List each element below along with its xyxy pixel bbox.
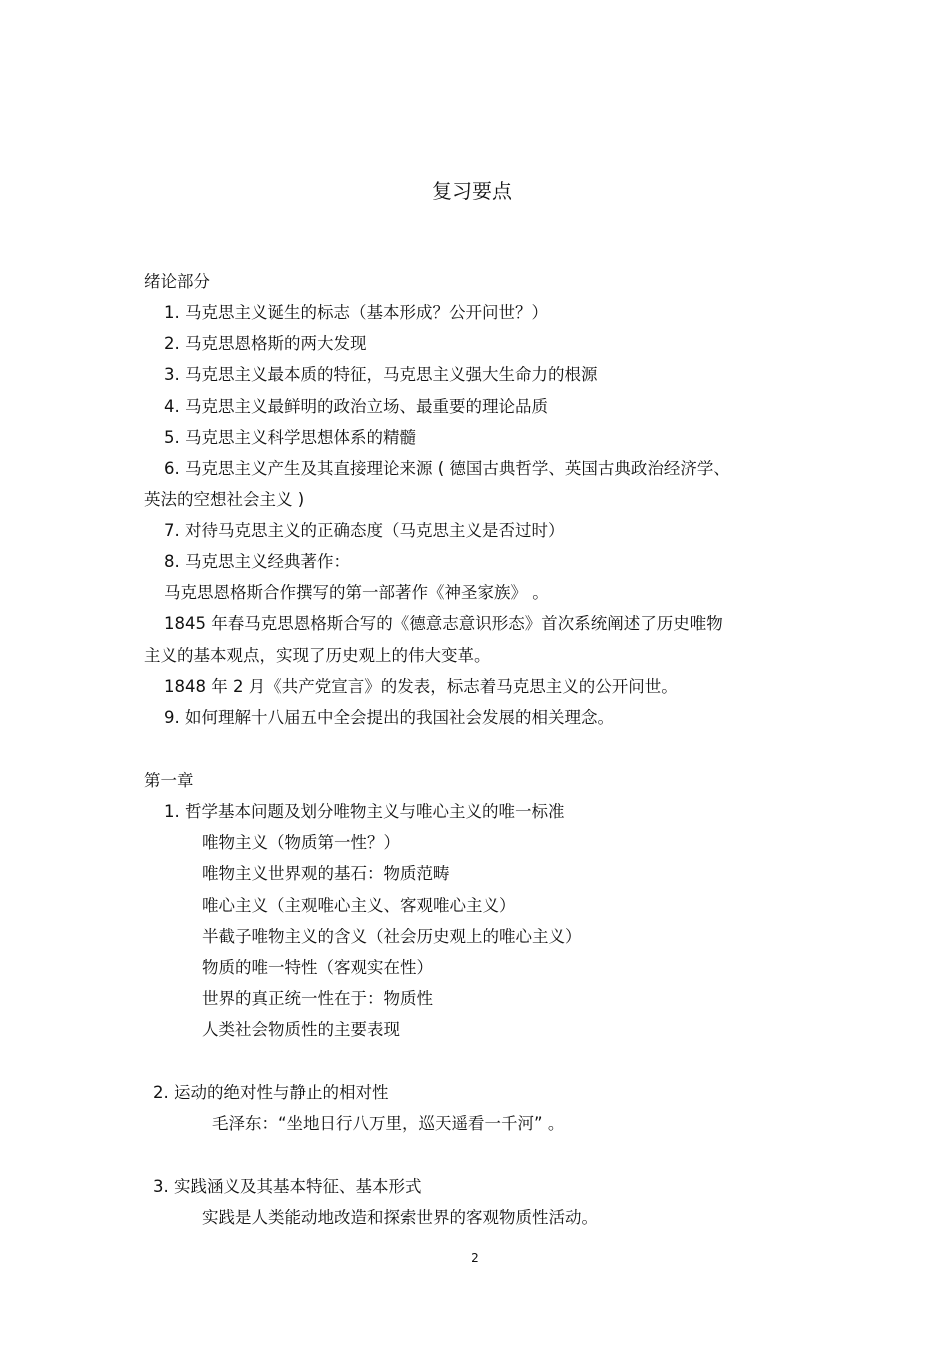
subsection-point: 世界的真正统一性在于：物质性 [202,989,433,1008]
classic-work-note-continuation: 主义的基本观点，实现了历史观上的伟大变革。 [144,646,491,665]
list-item: 4. 马克思主义最鲜明的政治立场、最重要的理论品质 [164,397,548,416]
list-item: 5. 马克思主义科学思想体系的精髓 [164,428,416,447]
subsection-title: 1. 哲学基本问题及划分唯物主义与唯心主义的唯一标准 [164,802,565,821]
list-item: 6. 马克思主义产生及其直接理论来源 ( 德国古典哲学、英国古典政治经济学、 [164,459,730,478]
list-item: 8. 马克思主义经典著作： [164,552,350,571]
section-heading-intro: 绪论部分 [144,272,210,291]
list-item: 2. 马克思恩格斯的两大发现 [164,334,367,353]
subsection-title: 3. 实践涵义及其基本特征、基本形式 [153,1177,422,1196]
page-number: 2 [471,1251,479,1265]
subsection-point: 唯心主义（主观唯心主义、客观唯心主义） [202,896,516,915]
subsection-point: 物质的唯一特性（客观实在性） [202,958,433,977]
subsection-point: 人类社会物质性的主要表现 [202,1020,400,1039]
page-title: 复习要点 [432,179,512,203]
classic-work-note: 1845 年春马克思恩格斯合写的《德意志意识形态》首次系统阐述了历史唯物 [164,614,723,633]
classic-work-note: 1848 年 2 月《共产党宣言》的发表，标志着马克思主义的公开问世。 [164,677,678,696]
list-item: 9. 如何理解十八届五中全会提出的我国社会发展的相关理念。 [164,708,614,727]
list-item: 7. 对待马克思主义的正确态度（马克思主义是否过时） [164,521,565,540]
subsection-point: 唯物主义（物质第一性？） [202,833,400,852]
list-item: 3. 马克思主义最本质的特征，马克思主义强大生命力的根源 [164,365,598,384]
subsection-point: 唯物主义世界观的基石：物质范畴 [202,864,450,883]
list-item: 1. 马克思主义诞生的标志（基本形成？公开问世？） [164,303,548,322]
list-item-continuation: 英法的空想社会主义 ) [144,490,305,509]
classic-work-note: 马克思恩格斯合作撰写的第一部著作《神圣家族》 。 [164,583,549,602]
quote-line: 毛泽东：“坐地日行八万里，巡天遥看一千河” 。 [212,1114,565,1133]
subsection-title: 2. 运动的绝对性与静止的相对性 [153,1083,389,1102]
subsection-point: 半截子唯物主义的含义（社会历史观上的唯心主义） [202,927,582,946]
chapter-heading: 第一章 [144,771,194,790]
definition-line: 实践是人类能动地改造和探索世界的客观物质性活动。 [202,1208,598,1227]
